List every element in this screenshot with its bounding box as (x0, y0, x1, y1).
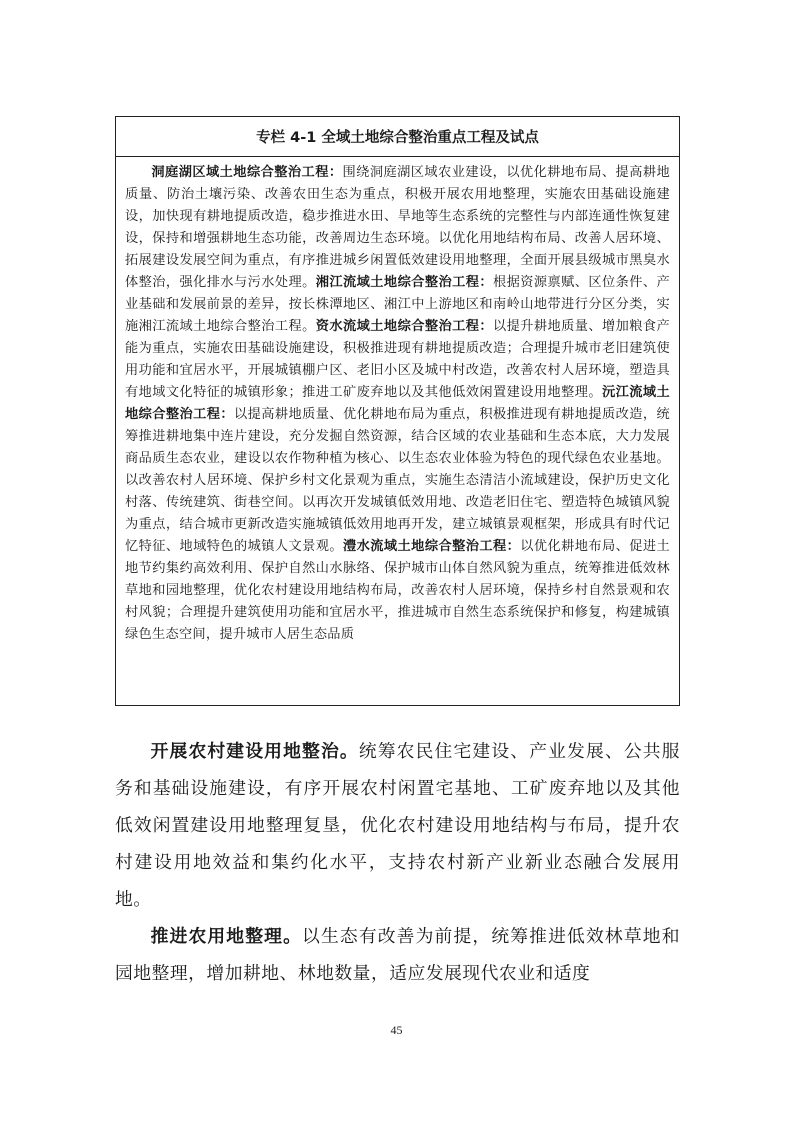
project-heading: 沅江流域土地综合整治工程： (125, 385, 671, 422)
project-heading: 湘江流域土地综合整治工程： (315, 275, 493, 290)
paragraph-text: 统筹农民住宅建设、产业发展、公共服务和基础设施建设，有序开展农村闲置宅基地、工矿废弃地以及其他低效闲置建设用地整理复垦，优化农村建设用地结构与布局，提升农村建设用地效益和集约化水平，支持农村新产业新业态融合发展用地。 (115, 741, 680, 910)
box-title: 专栏 4-1 全域土地综合整治重点工程及试点 (116, 117, 679, 157)
project-text: 以提高耕地质量、优化耕地布局为重点，积极推进现有耕地提质改造，统筹推进耕地集中连片建设，充分发掘自然资源，结合区域的农业基础和生态本底，大力发展商品质生态农业，建设以农作物种植为核心、以生态农业体验为特色的现代绿色农业基地。以改善农村人居环境、保护乡村文化景观为重点，实施生态清洁小流域建设，保护历史文化村落、传统建筑、街巷空间。以再次开发城镇低效用地、改造老旧住宅、塑造特色城镇风貌为重点，结合城市更新改造实施城镇低效用地再开发，建立城镇景观框架，形成具有时代记忆特征、地域特色的城镇人文景观。 (125, 407, 670, 554)
project-text: 根据资源禀赋、区位条件、产业基础和发展前景的差异，按长株潭地区、湘江中上游地区和南岭山地带进行分区分类，实施湘江流域土地综合整治工程。 (125, 275, 670, 334)
paragraph-heading: 推进农用地整理。 (150, 926, 303, 947)
project-heading: 洞庭湖区域土地综合整治工程： (151, 165, 343, 180)
project-heading: 澧水流域土地综合整治工程： (343, 539, 521, 554)
page-number: 45 (390, 1023, 403, 1037)
project-text: 以优化耕地布局、促进土地节约集约高效利用、保护自然山水脉络、保护城市山体自然风貌为重点，统筹推进低效林草地和园地整理，优化农村建设用地结构布局，改善农村人居环境，保持乡村自然景观和农村风貌；合理提升建筑使用功能和宜居水平，推进城市自然生态系统保护和修复，构建城镇绿色生态空间，提升城市人居生态品质 (125, 539, 670, 642)
paragraph-rural-construction (115, 733, 680, 918)
paragraph-text: 以生态有改善为前提，统筹推进低效林草地和园地整理，增加耕地、林地数量，适应发展现代农业和适度 (115, 926, 680, 984)
paragraph-farmland (115, 918, 680, 992)
project-text: 围绕洞庭湖区域农业建设，以优化耕地布局、提高耕地质量、防治土壤污染、改善农田生态为重点，积极开展农用地整理，实施农田基础设施建设，加快现有耕地提质改造，稳步推进水田、旱地等生态系统的完整性与内部连通性恢复建设，保持和增强耕地生态功能，改善周边生态环境。以优化用地结构布局、改善人居环境、拓展建设发展空间为重点，有序推进城乡闲置低效建设用地整理，全面开展县级城市黑臭水体整治，强化排水与污水处理。 (125, 165, 670, 290)
feature-box (115, 116, 680, 706)
box-body (116, 157, 679, 646)
paragraph-heading: 开展农村建设用地整治。 (150, 741, 359, 762)
project-text: 以提升耕地质量、增加粮食产能为重点，实施农田基础设施建设，积极推进现有耕地提质改造；合理提升城市老旧建筑使用功能和宜居水平，开展城镇棚户区、老旧小区及城中村改造，改善农村人居环境，塑造具有地域文化特征的城镇形象；推进工矿废弃地以及其他低效闲置建设用地整理。 (125, 319, 670, 400)
project-heading: 资水流域土地综合整治工程： (315, 319, 493, 334)
